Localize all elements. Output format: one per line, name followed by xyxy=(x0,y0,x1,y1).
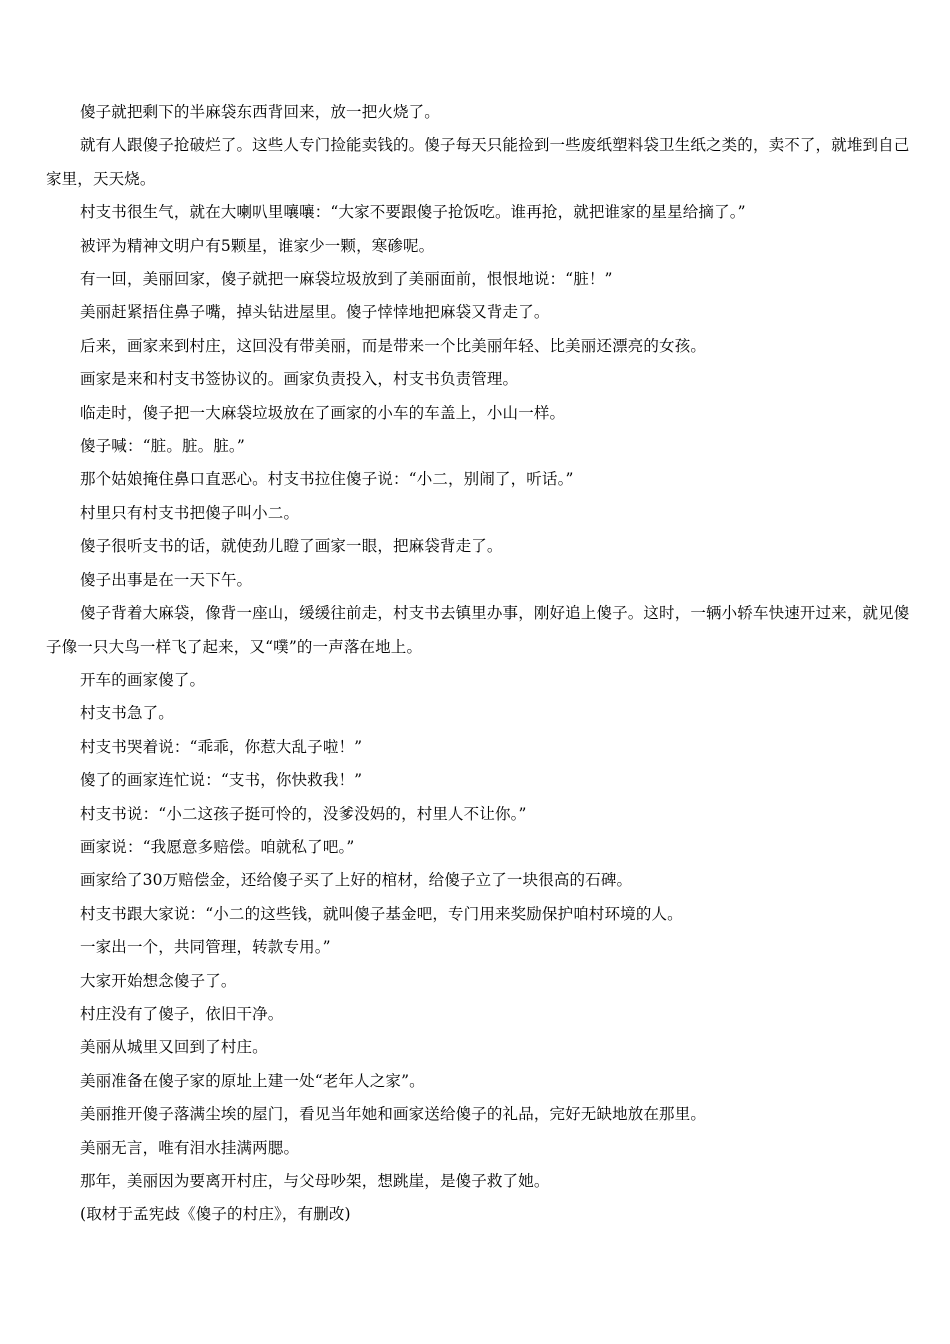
paragraph: 后来，画家来到村庄，这回没有带美丽，而是带来一个比美丽年轻、比美丽还漂亮的女孩。 xyxy=(80,336,707,355)
paragraph: 被评为精神文明户有5颗星，谁家少一颗，寒碜呢。 xyxy=(80,236,435,255)
paragraph: 那年，美丽因为要离开村庄，与父母吵架，想跳崖，是傻子救了她。 xyxy=(80,1172,550,1190)
source-citation: (取材于孟宪歧《傻子的村庄》，有删改) xyxy=(80,1205,351,1224)
paragraph: 那个姑娘掩住鼻口直恶心。村支书拉住傻子说：“小二，别闹了，听话。” xyxy=(80,470,574,489)
paragraph: 画家说：“我愿意多赔偿。咱就私了吧。” xyxy=(80,837,355,856)
story-text xyxy=(46,96,910,1232)
paragraph: 傻子就把剩下的半麻袋东西背回来，放一把火烧了。 xyxy=(80,103,440,121)
paragraph: 大家开始想念傻子了。 xyxy=(80,971,237,990)
paragraph: 临走时，傻子把一大麻袋垃圾放在了画家的小车的车盖上，小山一样。 xyxy=(80,403,566,422)
paragraph: 画家是来和村支书签协议的。画家负责投入，村支书负责管理。 xyxy=(80,370,519,389)
paragraph: 美丽推开傻子落满尘埃的屋门，看见当年她和画家送给傻子的礼品，完好无缺地放在那里。 xyxy=(80,1105,707,1124)
paragraph: 村支书急了。 xyxy=(80,704,174,723)
paragraph: 村支书说：“小二这孩子挺可怜的，没爹没妈的，村里人不让你。” xyxy=(80,804,527,823)
paragraph: 开车的画家傻了。 xyxy=(80,670,206,689)
paragraph: 美丽从城里又回到了村庄。 xyxy=(80,1038,268,1057)
paragraph: 村支书很生气，就在大喇叭里嚷嚷：“大家不要跟傻子抢饭吃。谁再抢，就把谁家的星星给摘了。” xyxy=(80,203,746,222)
paragraph: 村支书跟大家说：“小二的这些钱，就叫傻子基金吧，专门用来奖励保护咱村环境的人。 xyxy=(80,904,683,923)
paragraph: 有一回，美丽回家，傻子就把一麻袋垃圾放到了美丽面前，恨恨地说：“脏！” xyxy=(80,270,613,289)
paragraph: 傻子出事是在一天下午。 xyxy=(80,570,253,589)
paragraph: 村里只有村支书把傻子叫小二。 xyxy=(80,503,300,522)
paragraph: 美丽赶紧捂住鼻子嘴，掉头钻进屋里。傻子悻悻地把麻袋又背走了。 xyxy=(80,303,550,322)
paragraph: 就有人跟傻子抢破烂了。这些人专门捡能卖钱的。傻子每天只能捡到一些废纸塑料袋卫生纸之类的，卖不了，就堆到自己家里，天天烧。 xyxy=(46,136,910,188)
paragraph: 美丽准备在傻子家的原址上建一处“老年人之家”。 xyxy=(80,1071,425,1090)
paragraph: 傻子背着大麻袋，像背一座山，缓缓往前走，村支书去镇里办事，刚好追上傻子。这时，一辆小轿车快速开过来，就见傻子像一只大鸟一样飞了起来，又“噗”的一声落在地上。 xyxy=(46,604,910,656)
paragraph: 一家出一个，共同管理，转款专用。” xyxy=(80,938,331,957)
paragraph: 画家给了30万赔偿金，还给傻子买了上好的棺材，给傻子立了一块很高的石碑。 xyxy=(80,871,633,890)
paragraph: 村庄没有了傻子，依旧干净。 xyxy=(80,1004,284,1023)
paragraph: 傻了的画家连忙说：“支书，你快救我！” xyxy=(80,771,363,790)
paragraph: 傻子很听支书的话，就使劲儿瞪了画家一眼，把麻袋背走了。 xyxy=(80,537,503,556)
paragraph: 美丽无言，唯有泪水挂满两腮。 xyxy=(80,1138,300,1157)
paragraph: 村支书哭着说：“乖乖，你惹大乱子啦！” xyxy=(80,737,363,756)
paragraph: 傻子喊：“脏。脏。脏。” xyxy=(80,437,245,456)
